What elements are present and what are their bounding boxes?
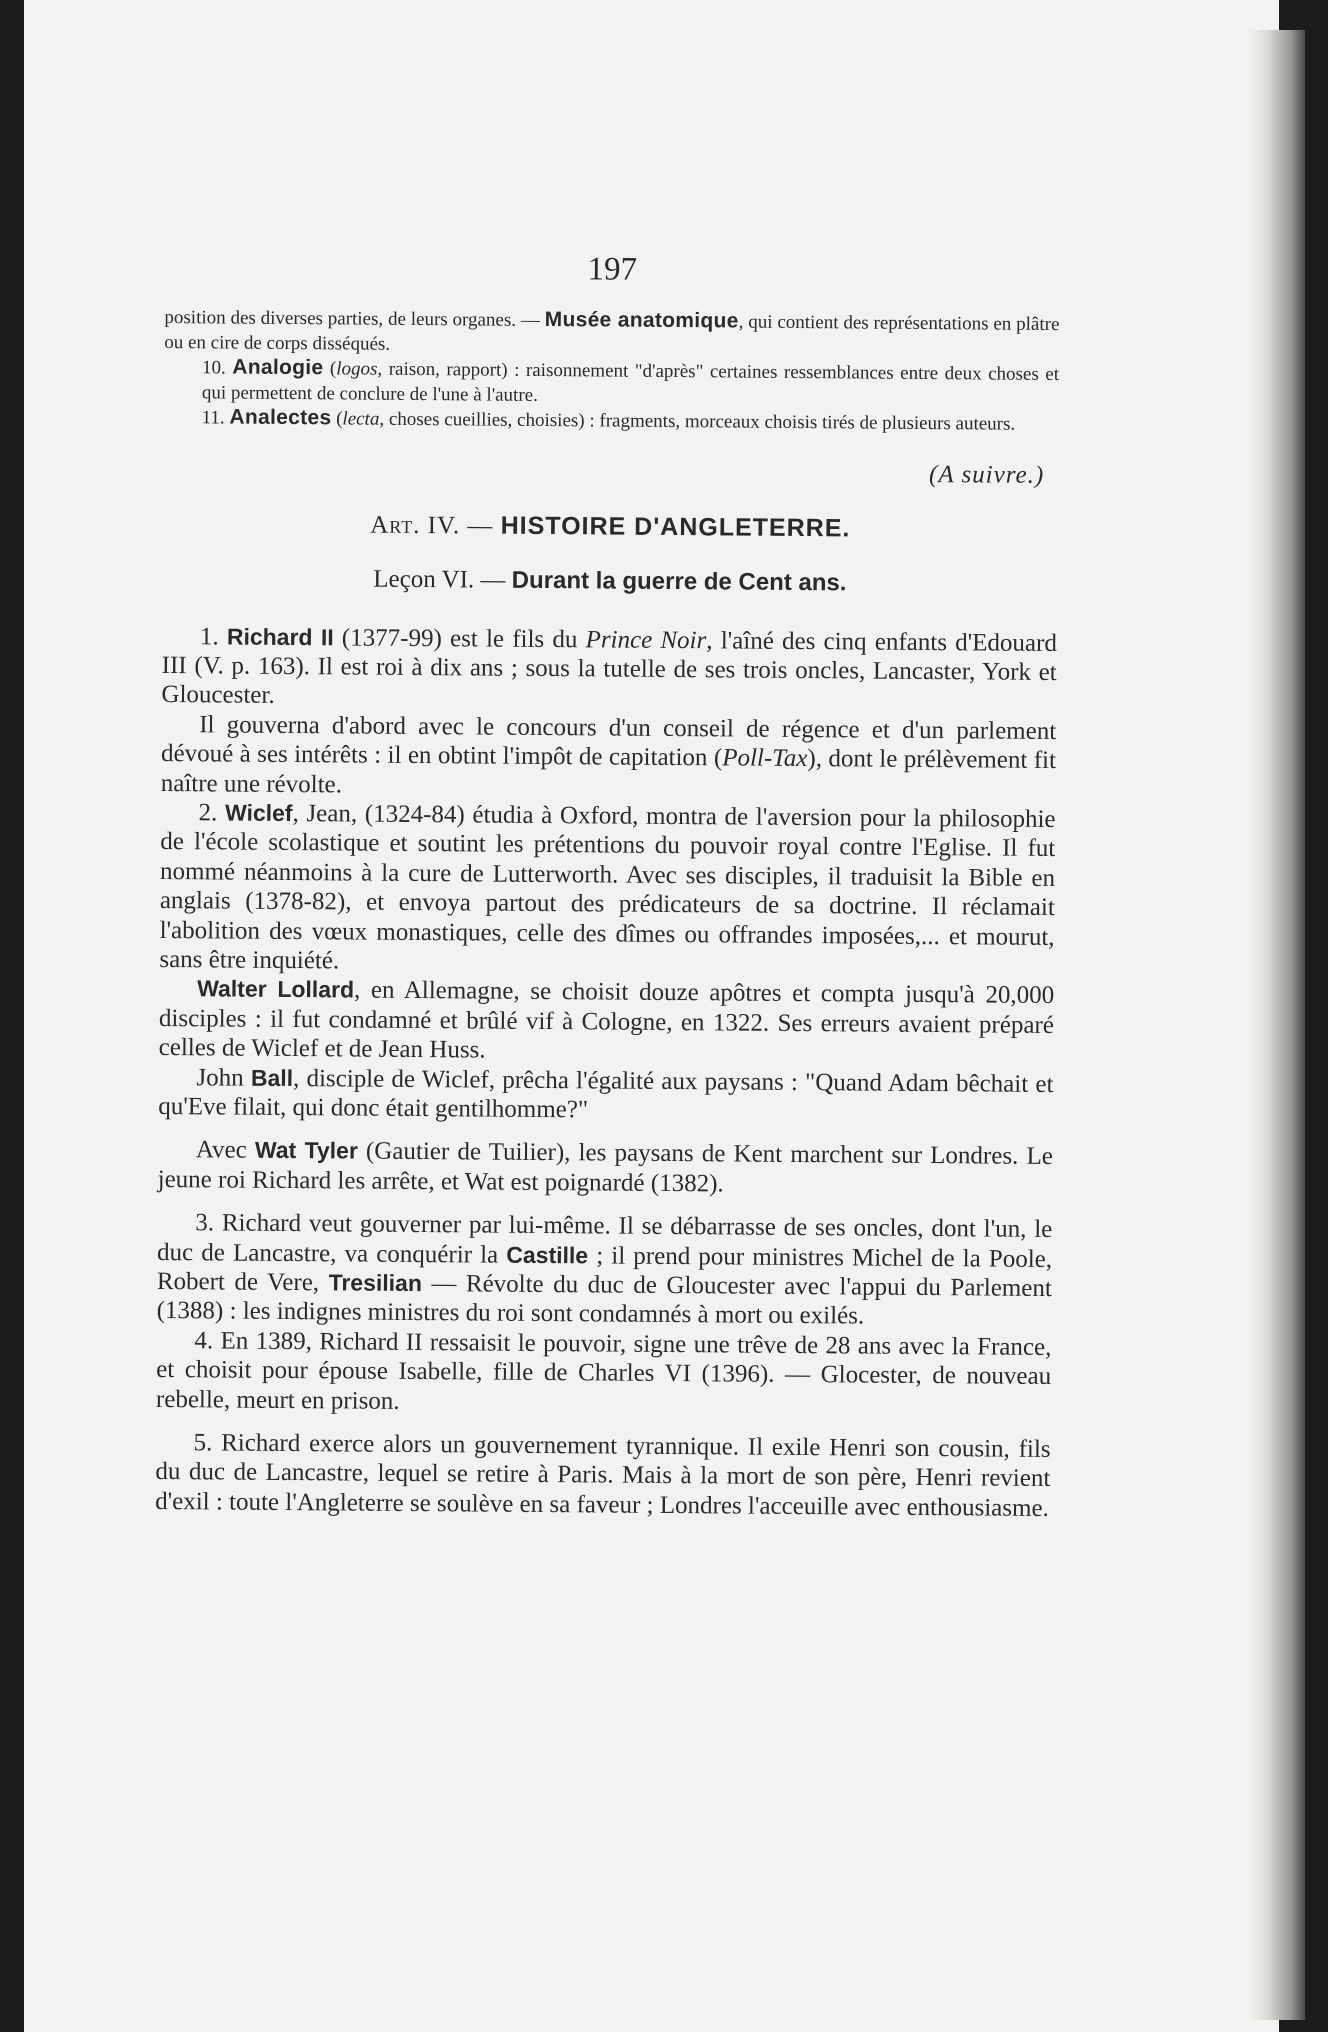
- article-heading: Art. IV. — HISTOIRE D'ANGLETERRE.: [370, 511, 851, 542]
- paragraph-ball: John Ball, disciple de Wiclef, prêcha l'égalité aux paysans : "Quand Adam bêchait et qu'Eve filait, qui donc était gentilhomme?": [158, 1063, 1054, 1124]
- paragraph-richard-rule: 3. Richard veut gouverner par lui-même. Il se débarrasse de ses oncles, dont l'un, le duc de Lancastre, va conquérir la Castille ; il prend pour ministres Michel de la Poole, Robert de Vere, Tresilian — Révolte du duc de Gloucester avec l'appui du Parlement (1388) : les indignes ministres du roi sont condamnés à mort ou exilés.: [156, 1209, 1053, 1330]
- page-edge: [1250, 30, 1305, 2020]
- intro-museum: position des diverses parties, de leurs organes. — Musée anatomique, qui contient des représentations en plâtre ou en cire de corps disséqués.: [164, 306, 1060, 355]
- intro-item-11: 11. Analectes (lecta, choses cueillies, choisies) : fragments, morceaux choisis tirés de plusieurs auteurs.: [201, 405, 1016, 435]
- term-musee-anatomique: Musée anatomique: [544, 307, 739, 333]
- paragraph-lollard: Walter Lollard, en Allemagne, se choisit douze apôtres et compta jusqu'à 20,000 disciples : il fut condamné et brûlé vif à Cologne, en 1322. Ses erreurs avaient préparé celles de Wiclef et de Jean Huss.: [158, 975, 1055, 1064]
- page-number: 197: [587, 251, 638, 288]
- continuation-note: (A suivre.): [929, 460, 1045, 489]
- lesson-body: [155, 621, 1057, 1523]
- intro-item-10: 10. Analogie (logos, raison, rapport) : raisonnement "d'après" certaines ressemblances entre deux choses et qui permettent de conclure de l'une à l'autre.: [201, 355, 1060, 406]
- paragraph-regency: Il gouverna d'abord avec le concours d'un conseil de régence et d'un parlement dévoué à ses intérêts : il en obtint l'impôt de capitation (Poll-Tax), dont le prélèvement fit naître une révolte.: [160, 711, 1057, 798]
- paragraph-1389: 4. En 1389, Richard II ressaisit le pouvoir, signe une trêve de 28 ans avec la France, et choisit pour épouse Isabelle, fille de Charles VI (1396). — Glocester, de nouveau rebelle, meurt en prison.: [155, 1327, 1052, 1415]
- intro-block: [164, 305, 1060, 438]
- term-analectes: Analectes: [229, 405, 332, 430]
- lesson-title: Durant la guerre de Cent ans.: [511, 566, 847, 596]
- term-analogie: Analogie: [232, 355, 324, 380]
- paragraph-richard-ii: 1. Richard II (1377-99) est le fils du Prince Noir, l'aîné des cinq enfants d'Edouard III (V. p. 163). Il est roi à dix ans ; sous la tutelle de ses trois oncles, Lancaster, York et Gloucester.: [161, 622, 1058, 710]
- lesson-heading: Leçon VI. — Durant la guerre de Cent ans.: [373, 565, 847, 596]
- paragraph-wiclef: 2. Wiclef, Jean, (1324-84) étudia à Oxford, montra de l'aversion pour la philosophie de l'école scolastique et soutint les prétentions du pouvoir royal contre l'Eglise. Il fut nommé néanmoins à la cure de Lutterworth. Avec ses disciples, il traduisit la Bible en anglais (1378-82), et envoya partout des prédicateurs de sa doctrine. Il réclamait l'abolition des vœux monastiques, celle des dîmes ou offrandes imposées,... et mourut, sans être inquiété.: [159, 799, 1056, 975]
- page-content: [155, 248, 1060, 1523]
- article-title: HISTOIRE D'ANGLETERRE.: [500, 511, 851, 542]
- paragraph-tyranny: 5. Richard exerce alors un gouvernement tyrannique. Il exile Henri son cousin, fils du duc de Lancastre, lequel se retire à Paris. Mais à la mort de son père, Henri revient d'exil : toute l'Angleterre se soulève en sa faveur ; Londres l'acceuille avec enthousiasme.: [155, 1429, 1051, 1522]
- paragraph-wat-tyler: Avec Wat Tyler (Gautier de Tuilier), les paysans de Kent marchent sur Londres. Le jeune roi Richard les arrête, et Wat est poignardé (1382).: [157, 1136, 1053, 1198]
